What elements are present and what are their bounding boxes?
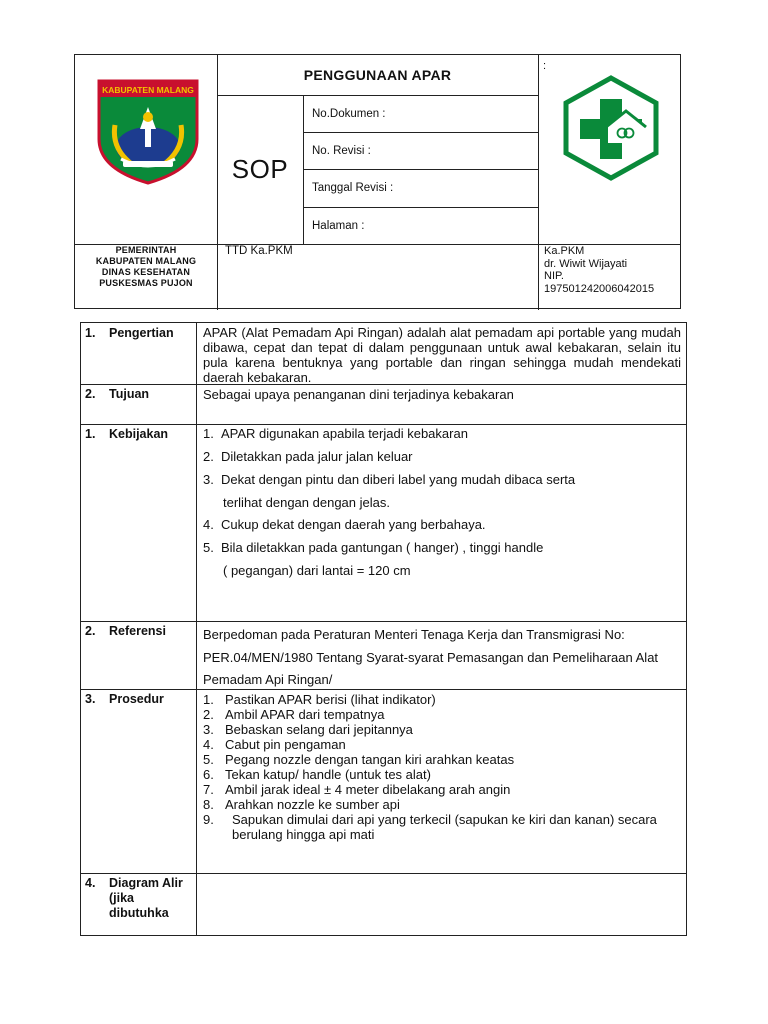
- list-item: 9. Sapukan dimulai dari api yang terkecil (sapukan ke kiri dan kanan) secara berulang hingga api mati: [203, 812, 657, 842]
- tujuan-text: Sebagai upaya penanganan dini terjadinya kebakaran: [203, 387, 514, 402]
- pengertian-text: APAR (Alat Pemadam Api Ringan) adalah alat pemadam api portable yang mudah dibawa, cepat dan tepat di dalam penggunaan untuk awal kebakaran, selain itu pula karena bentuknya yang portable dan ringan sehingga mudah mendekati daerah kebakaran.: [203, 325, 681, 385]
- puskesmas-cross-icon: [562, 75, 660, 181]
- logo-banner-text: KABUPATEN MALANG: [102, 85, 194, 95]
- document-title: PENGGUNAAN APAR: [303, 67, 452, 83]
- list-item: 2. Ambil APAR dari tempatnya: [203, 707, 385, 722]
- list-item: 3. Bebaskan selang dari jepitannya: [203, 722, 413, 737]
- kabupaten-malang-logo: [75, 55, 217, 244]
- section-label-tujuan: 2. Tujuan: [85, 387, 150, 401]
- sop-content-table: [80, 322, 687, 936]
- kabupaten-malang-crest-icon: [93, 77, 203, 187]
- list-item: 3. Dekat dengan pintu dan diberi label yang mudah dibaca serta terlihat dengan dengan jelas.: [203, 471, 576, 510]
- section-label-prosedur: 3. Prosedur: [85, 692, 164, 706]
- meta-tanggal-revisi: Tanggal Revisi :: [312, 181, 394, 194]
- list-item: 6. Tekan katup/ handle (untuk tes alat): [203, 767, 431, 782]
- list-item: 5. Pegang nozzle dengan tangan kiri arahkan keatas: [203, 752, 515, 767]
- list-item: 1. APAR digunakan apabila terjadi kebakaran: [203, 426, 468, 441]
- kebijakan-list: [203, 426, 681, 586]
- referensi-text: Berpedoman pada Peraturan Menteri Tenaga Kerja dan Transmigrasi No: PER.04/MEN/1980 Tentang Syarat-syarat Pemasangan dan Pemeliharaan Alat Pemadam Api Ringan/: [203, 627, 659, 688]
- section-label-diagram: 4. Diagram Alir (jika dibutuhka: [85, 876, 183, 920]
- section-label-pengertian: 1. Pengertian: [85, 326, 174, 340]
- meta-halaman: Halaman :: [312, 219, 365, 232]
- sop-label: SOP: [231, 154, 289, 184]
- list-item: 4. Cukup dekat dengan daerah yang berbahaya.: [203, 517, 486, 533]
- header-colon: :: [543, 60, 547, 72]
- ttd-label: TTD Ka.PKM: [225, 245, 293, 257]
- list-item: 8. Arahkan nozzle ke sumber api: [203, 797, 400, 812]
- document-header: [74, 54, 681, 309]
- instansi-label: PEMERINTAH KABUPATEN MALANG DINAS KESEHATAN PUSKESMAS PUJON: [95, 245, 197, 288]
- section-label-kebijakan: 1. Kebijakan: [85, 427, 169, 441]
- list-item: 4. Cabut pin pengaman: [203, 737, 346, 752]
- prosedur-list: [203, 692, 681, 842]
- section-label-referensi: 2. Referensi: [85, 624, 166, 638]
- meta-no-dokumen: No.Dokumen :: [312, 107, 386, 120]
- list-item: 1. Pastikan APAR berisi (lihat indikator): [203, 692, 436, 707]
- signer-block: Ka.PKM dr. Wiwit Wijayati NIP. 197501242006042015: [544, 245, 655, 295]
- list-item: 7. Ambil jarak ideal ± 4 meter dibelakang arah angin: [203, 782, 511, 797]
- puskesmas-logo: [538, 55, 680, 244]
- list-item: 5. Bila diletakkan pada gantungan ( hanger) , tinggi handle ( pegangan) dari lantai = 120 cm: [203, 540, 544, 579]
- meta-no-revisi: No. Revisi :: [312, 144, 371, 157]
- list-item: 2. Diletakkan pada jalur jalan keluar: [203, 448, 413, 464]
